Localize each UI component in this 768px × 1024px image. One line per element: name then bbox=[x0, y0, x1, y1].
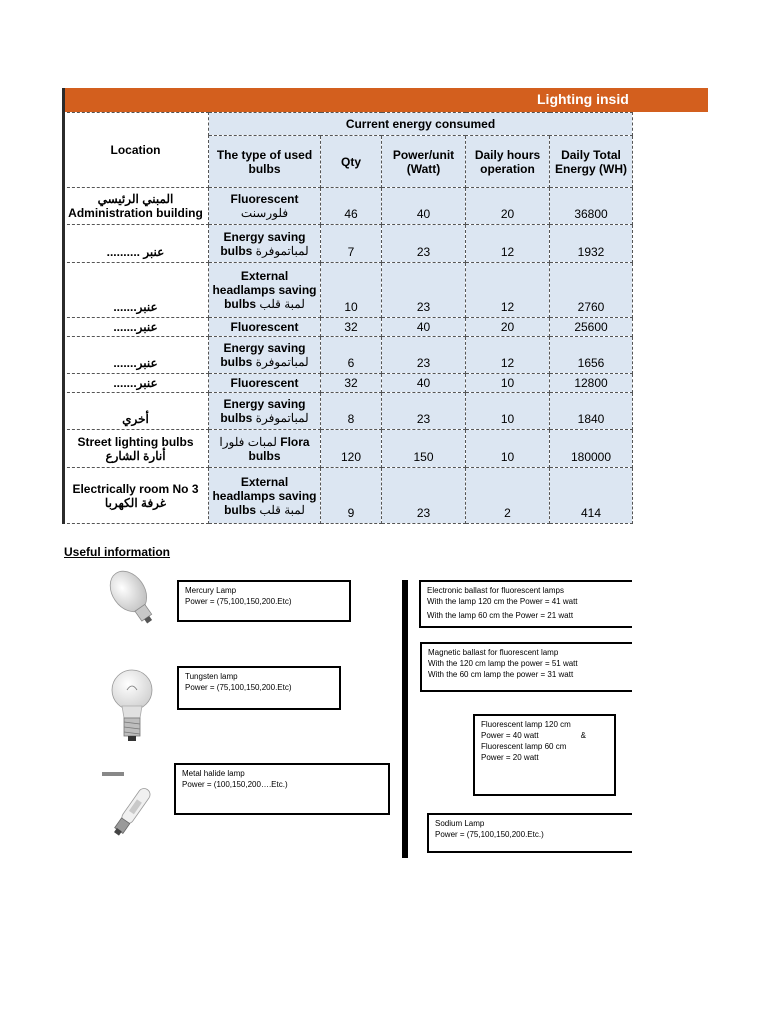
row-hours: 12 bbox=[466, 337, 550, 374]
row-type: لمبات فلورا Flora bulbs bbox=[209, 430, 321, 468]
row-power: 40 bbox=[382, 188, 466, 225]
row-hours: 10 bbox=[466, 430, 550, 468]
row-power: 40 bbox=[382, 374, 466, 393]
row-location: Electrically room No 3 غرفة الكهربا bbox=[63, 468, 209, 524]
row-type: External headlamps saving bulbs لمبة قلب bbox=[209, 468, 321, 524]
row-hours: 10 bbox=[466, 374, 550, 393]
row-qty: 32 bbox=[321, 374, 382, 393]
row-total: 414 bbox=[550, 468, 633, 524]
row-total: 1932 bbox=[550, 225, 633, 263]
row-type: External headlamps saving bulbs لمبة قلب bbox=[209, 263, 321, 318]
row-power: 23 bbox=[382, 337, 466, 374]
row-hours: 10 bbox=[466, 393, 550, 430]
mercury-lamp-box: Mercury Lamp Power = (75,100,150,200.Etc) bbox=[177, 580, 351, 622]
header-total: Daily Total Energy (WH) bbox=[550, 136, 633, 188]
row-power: 23 bbox=[382, 263, 466, 318]
banner-title: Lighting insid bbox=[537, 91, 629, 107]
metal-halide-lamp-image bbox=[100, 770, 172, 838]
magnetic-ballast-box: Magnetic ballast for fluorescent lamp With the 120 cm lamp the power = 51 watt With the 60 cm lamp the power = 31 watt bbox=[420, 642, 632, 692]
row-power: 23 bbox=[382, 468, 466, 524]
row-type: Fluorescent فلورسنت bbox=[209, 188, 321, 225]
row-qty: 6 bbox=[321, 337, 382, 374]
row-power: 23 bbox=[382, 393, 466, 430]
table-row bbox=[63, 468, 633, 524]
page-banner bbox=[62, 88, 708, 112]
row-location: عنبر....... bbox=[63, 263, 209, 318]
row-location: عنبر....... bbox=[63, 374, 209, 393]
table-row bbox=[63, 225, 633, 263]
sodium-lamp-box: Sodium Lamp Power = (75,100,150,200.Etc.) bbox=[427, 813, 632, 853]
row-location: عنبر .......... bbox=[63, 225, 209, 263]
header-power: Power/unit (Watt) bbox=[382, 136, 466, 188]
divider-bar bbox=[402, 580, 408, 858]
row-hours: 12 bbox=[466, 263, 550, 318]
row-total: 25600 bbox=[550, 318, 633, 337]
mercury-lamp-image bbox=[98, 566, 168, 630]
row-power: 23 bbox=[382, 225, 466, 263]
row-location: المبني الرئيسي Administration building bbox=[63, 188, 209, 225]
row-hours: 12 bbox=[466, 225, 550, 263]
row-hours: 20 bbox=[466, 318, 550, 337]
table-row bbox=[63, 188, 633, 225]
table-row bbox=[63, 263, 633, 318]
header-current-energy: Current energy consumed bbox=[209, 113, 633, 136]
energy-table bbox=[62, 112, 633, 524]
table-row bbox=[63, 430, 633, 468]
row-type: Fluorescent bbox=[209, 374, 321, 393]
tungsten-lamp-image bbox=[107, 668, 157, 744]
header-qty: Qty bbox=[321, 136, 382, 188]
row-hours: 20 bbox=[466, 188, 550, 225]
row-total: 36800 bbox=[550, 188, 633, 225]
header-hours: Daily hours operation bbox=[466, 136, 550, 188]
metal-halide-lamp-box: Metal halide lamp Power = (100,150,200….Etc.) bbox=[174, 763, 390, 815]
fluorescent-lamp-box: Fluorescent lamp 120 cm Power = 40 watt & Fluorescent lamp 60 cm Power = 20 watt bbox=[473, 714, 616, 796]
table-row bbox=[63, 393, 633, 430]
row-qty: 46 bbox=[321, 188, 382, 225]
row-location: Street lighting bulbs أنارة الشارع bbox=[63, 430, 209, 468]
electronic-ballast-box: Electronic ballast for fluorescent lamps With the lamp 120 cm the Power = 41 watt With the lamp 60 cm the Power = 21 watt bbox=[419, 580, 632, 628]
row-total: 2760 bbox=[550, 263, 633, 318]
useful-information-heading: Useful information bbox=[64, 545, 171, 559]
row-qty: 10 bbox=[321, 263, 382, 318]
row-type: Energy saving bulbs لمباتموفرة bbox=[209, 225, 321, 263]
row-qty: 9 bbox=[321, 468, 382, 524]
row-power: 40 bbox=[382, 318, 466, 337]
header-location: Location bbox=[63, 113, 209, 188]
row-power: 150 bbox=[382, 430, 466, 468]
table-row bbox=[63, 337, 633, 374]
row-type: Energy saving bulbs لمباتموفرة bbox=[209, 337, 321, 374]
row-total: 180000 bbox=[550, 430, 633, 468]
tungsten-lamp-box: Tungsten lamp Power = (75,100,150,200.Etc) bbox=[177, 666, 341, 710]
row-hours: 2 bbox=[466, 468, 550, 524]
row-location: عنبر....... bbox=[63, 337, 209, 374]
row-location: عنبر....... bbox=[63, 318, 209, 337]
row-type: Energy saving bulbs لمباتموفرة bbox=[209, 393, 321, 430]
table-left-border bbox=[62, 112, 65, 524]
row-qty: 8 bbox=[321, 393, 382, 430]
row-type: Fluorescent bbox=[209, 318, 321, 337]
row-total: 12800 bbox=[550, 374, 633, 393]
row-qty: 120 bbox=[321, 430, 382, 468]
row-location: أخري bbox=[63, 393, 209, 430]
table-row bbox=[63, 374, 633, 393]
table-row bbox=[63, 318, 633, 337]
row-total: 1840 bbox=[550, 393, 633, 430]
row-qty: 32 bbox=[321, 318, 382, 337]
row-qty: 7 bbox=[321, 225, 382, 263]
header-type: The type of used bulbs bbox=[209, 136, 321, 188]
row-total: 1656 bbox=[550, 337, 633, 374]
